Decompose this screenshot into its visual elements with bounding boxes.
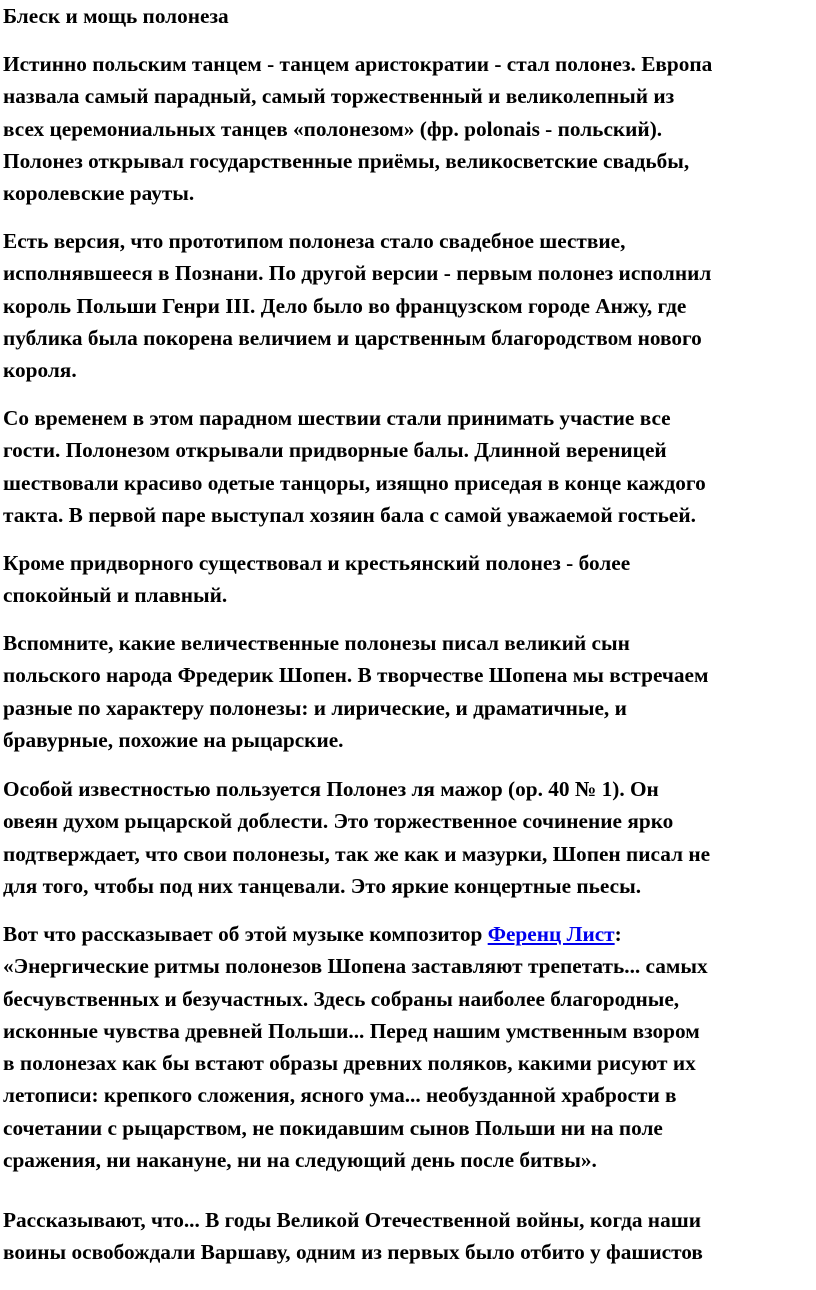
ferenc-liszt-link[interactable]: Ференц Лист — [487, 922, 615, 946]
text-line: всех церемониальных танцев «полонезом» (фр. polonais - польский). — [3, 116, 663, 141]
text-line — [3, 918, 811, 950]
text-line: сражения, ни накануне, ни на следующий день после битвы». — [3, 1148, 597, 1173]
paragraph-7 — [3, 918, 811, 1176]
text-line: Особой известностью пользуется Полонез ля мажор (ор. 40 № 1). Он — [3, 777, 659, 801]
paragraph-5 — [3, 627, 811, 756]
paragraph-3 — [3, 402, 811, 531]
text-line: «Энергические ритмы полонезов Шопена заставляют трепетать... самых — [3, 954, 708, 979]
text-line: королевские рауты. — [3, 181, 195, 206]
text-line: публика была покорена величием и царственным благородством нового — [3, 325, 702, 350]
text-line: Рассказывают, что... В годы Великой Отечественной войны, когда наши — [3, 1208, 701, 1232]
text-line: Истинно польским танцем - танцем аристократии - стал полонез. Европа — [3, 52, 713, 76]
text-line: Со временем в этом парадном шествии стали принимать участие все — [3, 406, 671, 430]
text-line: Полонез открывал государственные приёмы, великосветские свадьбы, — [3, 148, 690, 173]
text-line: бесчувственных и безучастных. Здесь собраны наиболее благородные, — [3, 986, 680, 1011]
text-line: для того, чтобы под них танцевали. Это яркие концертные пьесы. — [3, 873, 642, 898]
text-line: в полонезах как бы встают образы древних поляков, какими рисуют их — [3, 1051, 696, 1076]
text-fragment: : — [614, 922, 622, 946]
text-line: подтверждает, что свои полонезы, так же как и мазурки, Шопен писал не — [3, 841, 711, 866]
text-line: Есть версия, что прототипом полонеза стало свадебное шествие, — [3, 229, 626, 253]
document-title: Блеск и мощь полонеза — [3, 4, 229, 28]
text-line: бравурные, похожие на рыцарские. — [3, 727, 344, 752]
text-line: короля. — [3, 358, 77, 383]
text-line: Вспомните, какие величественные полонезы писал великий сын — [3, 631, 630, 655]
text-line: воины освобождали Варшаву, одним из первых было отбито у фашистов — [3, 1240, 703, 1265]
text-line: летописи: крепкого сложения, ясного ума... необузданной храбрости в — [3, 1083, 677, 1108]
text-line: назвала самый парадный, самый торжественный и великолепный из — [3, 84, 675, 109]
paragraph-6 — [3, 773, 811, 902]
text-line: сочетании с рыцарством, не покидавшим сынов Польши ни на поле — [3, 1115, 663, 1140]
paragraph-2 — [3, 225, 811, 386]
text-line: такта. В первой паре выступал хозяин бала с самой уважаемой гостьей. — [3, 502, 696, 527]
paragraph-1 — [3, 48, 811, 209]
paragraph-4 — [3, 547, 811, 612]
text-fragment: Вот что рассказывает об этой музыке композитор — [3, 922, 488, 946]
text-line: польского народа Фредерик Шопен. В творчестве Шопена мы встречаем — [3, 663, 709, 688]
text-line: гости. Полонезом открывали придворные балы. Длинной вереницей — [3, 438, 667, 463]
text-line: исполнявшееся в Познани. По другой версии - первым полонез исполнил — [3, 261, 712, 286]
text-line: овеян духом рыцарской доблести. Это торжественное сочинение ярко — [3, 809, 674, 834]
text-line: шествовали красиво одетые танцоры, изящно приседая в конце каждого — [3, 470, 706, 495]
text-line: король Польши Генри III. Дело было во французском городе Анжу, где — [3, 293, 687, 318]
text-line: исконные чувства древней Польши... Перед нашим умственным взором — [3, 1018, 700, 1043]
text-line: спокойный и плавный. — [3, 583, 228, 608]
text-line: разные по характеру полонезы: и лирические, и драматичные, и — [3, 695, 627, 720]
paragraph-8 — [3, 1204, 811, 1269]
text-line: Кроме придворного существовал и крестьянский полонез - более — [3, 551, 631, 575]
